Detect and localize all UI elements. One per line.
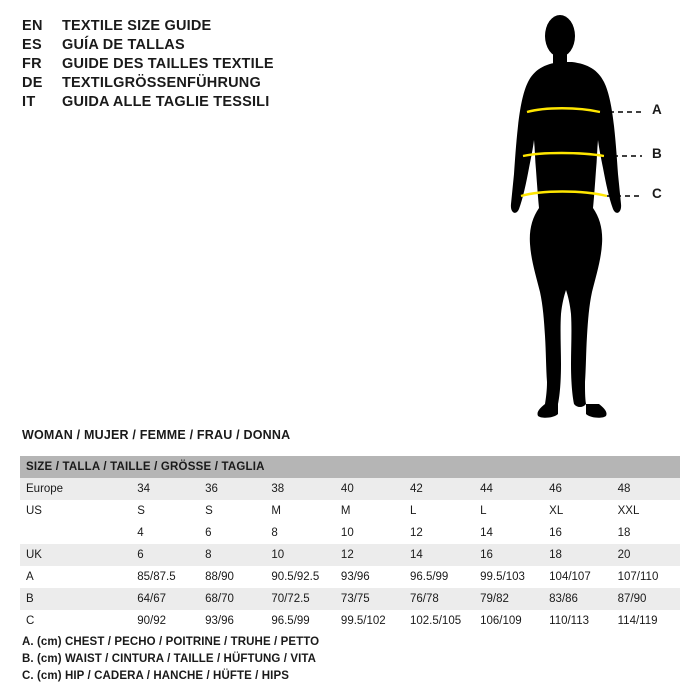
- cell-europe-5: 44: [474, 478, 543, 500]
- cell-a-6: 104/107: [543, 566, 611, 588]
- cell-c-2: 96.5/99: [265, 610, 335, 632]
- cell-c-7: 114/119: [612, 610, 680, 632]
- marker-label-c: C: [652, 186, 662, 201]
- cell-uk-4: 14: [404, 544, 474, 566]
- cell-a-0: 85/87.5: [131, 566, 199, 588]
- row-label-us-numeric: [20, 522, 131, 544]
- cell-us-numeric-5: 14: [474, 522, 543, 544]
- title-block: [22, 18, 342, 113]
- cell-uk-7: 20: [612, 544, 680, 566]
- cell-us-numeric-6: 16: [543, 522, 611, 544]
- cell-us-numeric-2: 8: [265, 522, 335, 544]
- title-text-fr: GUIDE DES TAILLES TEXTILE: [62, 56, 274, 72]
- title-text-es: GUÍA DE TALLAS: [62, 37, 185, 53]
- cell-a-2: 90.5/92.5: [265, 566, 335, 588]
- cell-europe-3: 40: [335, 478, 404, 500]
- cell-uk-2: 10: [265, 544, 335, 566]
- cell-a-3: 93/96: [335, 566, 404, 588]
- cell-a-1: 88/90: [199, 566, 265, 588]
- cell-c-3: 99.5/102: [335, 610, 404, 632]
- cell-a-7: 107/110: [612, 566, 680, 588]
- cell-us-numeric-1: 6: [199, 522, 265, 544]
- cell-b-5: 79/82: [474, 588, 543, 610]
- table-header-label: SIZE / TALLA / TAILLE / GRÖSSE / TAGLIA: [20, 456, 680, 478]
- row-label-uk: UK: [20, 544, 131, 566]
- legend-line-c: C. (cm) HIP / CADERA / HANCHE / HÜFTE / HIPS: [22, 670, 290, 682]
- cell-uk-3: 12: [335, 544, 404, 566]
- language-code-it: IT: [22, 94, 36, 110]
- cell-c-5: 106/109: [474, 610, 543, 632]
- cell-europe-6: 46: [543, 478, 611, 500]
- title-text-it: GUIDA ALLE TAGLIE TESSILI: [62, 94, 270, 110]
- cell-b-1: 68/70: [199, 588, 265, 610]
- cell-a-5: 99.5/103: [474, 566, 543, 588]
- section-label-woman: WOMAN / MUJER / FEMME / FRAU / DONNA: [22, 428, 291, 442]
- cell-europe-7: 48: [612, 478, 680, 500]
- title-text-en: TEXTILE SIZE GUIDE: [62, 18, 212, 34]
- cell-us-5: L: [474, 500, 543, 522]
- legend-line-b: B. (cm) WAIST / CINTURA / TAILLE / HÜFTUNG / VITA: [22, 653, 317, 665]
- row-label-b: B: [20, 588, 131, 610]
- cell-uk-6: 18: [543, 544, 611, 566]
- size-table: [20, 456, 680, 632]
- cell-uk-0: 6: [131, 544, 199, 566]
- cell-europe-2: 38: [265, 478, 335, 500]
- cell-b-6: 83/86: [543, 588, 611, 610]
- cell-uk-5: 16: [474, 544, 543, 566]
- row-label-c: C: [20, 610, 131, 632]
- cell-c-0: 90/92: [131, 610, 199, 632]
- silhouette-icon: [511, 15, 621, 418]
- table-row-c: [20, 610, 680, 632]
- table-row-b: [20, 588, 680, 610]
- row-label-us: US: [20, 500, 131, 522]
- cell-europe-0: 34: [131, 478, 199, 500]
- cell-us-7: XXL: [612, 500, 680, 522]
- table-row-europe: [20, 478, 680, 500]
- language-code-de: DE: [22, 75, 43, 91]
- language-code-es: ES: [22, 37, 42, 53]
- row-label-a: A: [20, 566, 131, 588]
- title-row-en: [22, 18, 342, 34]
- title-row-es: [22, 37, 342, 53]
- title-row-it: [22, 94, 342, 110]
- cell-c-1: 93/96: [199, 610, 265, 632]
- cell-uk-1: 8: [199, 544, 265, 566]
- table-row-a: [20, 566, 680, 588]
- cell-c-4: 102.5/105: [404, 610, 474, 632]
- cell-b-2: 70/72.5: [265, 588, 335, 610]
- cell-b-0: 64/67: [131, 588, 199, 610]
- female-silhouette-figure: [470, 8, 690, 428]
- size-table-wrapper: [20, 456, 680, 632]
- cell-b-7: 87/90: [612, 588, 680, 610]
- cell-us-numeric-0: 4: [131, 522, 199, 544]
- cell-b-3: 73/75: [335, 588, 404, 610]
- table-row-us: [20, 500, 680, 522]
- measurement-legend: [22, 634, 319, 685]
- legend-line-a: A. (cm) CHEST / PECHO / POITRINE / TRUHE / PETTO: [22, 636, 320, 648]
- table-row-us-numeric: [20, 522, 680, 544]
- language-code-fr: FR: [22, 56, 42, 72]
- cell-a-4: 96.5/99: [404, 566, 474, 588]
- cell-us-numeric-7: 18: [612, 522, 680, 544]
- cell-europe-4: 42: [404, 478, 474, 500]
- cell-us-4: L: [404, 500, 474, 522]
- cell-europe-1: 36: [199, 478, 265, 500]
- cell-b-4: 76/78: [404, 588, 474, 610]
- marker-label-a: A: [652, 102, 662, 117]
- title-row-de: [22, 75, 342, 91]
- row-label-europe: Europe: [20, 478, 131, 500]
- cell-us-1: S: [199, 500, 265, 522]
- marker-label-b: B: [652, 146, 662, 161]
- cell-us-3: M: [335, 500, 404, 522]
- title-text-de: TEXTILGRÖSSENFÜHRUNG: [62, 75, 261, 91]
- cell-us-0: S: [131, 500, 199, 522]
- cell-us-numeric-3: 10: [335, 522, 404, 544]
- table-header-row: [20, 456, 680, 478]
- cell-c-6: 110/113: [543, 610, 611, 632]
- title-row-fr: [22, 56, 342, 72]
- language-code-en: EN: [22, 18, 43, 34]
- cell-us-numeric-4: 12: [404, 522, 474, 544]
- cell-us-2: M: [265, 500, 335, 522]
- table-row-uk: [20, 544, 680, 566]
- cell-us-6: XL: [543, 500, 611, 522]
